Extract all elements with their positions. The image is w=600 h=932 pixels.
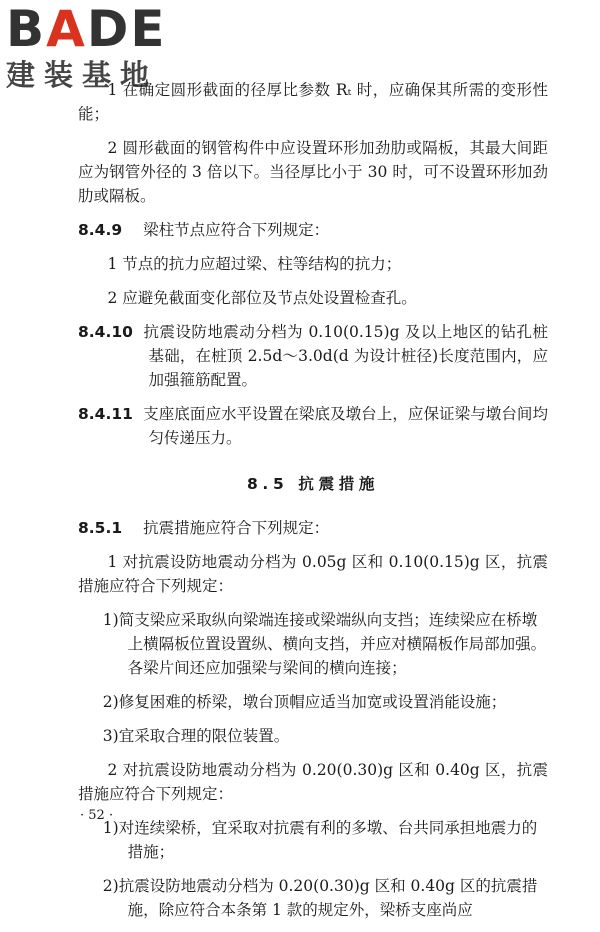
clause <box>78 516 548 540</box>
paragraph: 2 圆形截面的钢管构件中应设置环形加劲肋或隔板，其最大间距应为钢管外径的 3 倍以下。当径厚比小于 30 时，可不设置环形加劲肋或隔板。 <box>78 139 548 205</box>
logo-wordmark <box>6 0 176 58</box>
paragraph: 1 节点的抗力应超过梁、柱等结构的抗力； <box>107 255 402 273</box>
logo-letter-b: B <box>6 0 47 58</box>
clause <box>78 402 548 450</box>
sub-item: 2)修复困难的桥梁，墩台顶帽应适当加宽或设置消能设施； <box>102 693 507 711</box>
paragraph: 2 对抗震设防地震动分档为 0.20(0.30)g 区和 0.40g 区，抗震措施应符合下列规定： <box>78 761 548 803</box>
paragraph: 1 对抗震设防地震动分档为 0.05g 区和 0.10(0.15)g 区，抗震措施应符合下列规定： <box>78 553 548 595</box>
clause-text: 抗震措施应符合下列规定： <box>143 519 330 537</box>
logo-letters-de: DE <box>86 0 167 58</box>
sub-item: 2)抗震设防地震动分档为 0.20(0.30)g 区和 0.40g 区的抗震措施，除应符合本条第 1 款的规定外，梁桥支座尚应 <box>102 877 538 919</box>
sub-item: 1)简支梁应采取纵向梁端连接或梁端纵向支挡；连续梁应在桥墩上横隔板位置设置纵、横向支挡，并应对横隔板作局部加强。各梁片间还应加强梁与梁间的横向连接； <box>102 611 547 677</box>
clause-number: 8.5.1 <box>78 519 123 537</box>
paragraph: 2 应避免截面变化部位及节点处设置检查孔。 <box>107 289 417 307</box>
sub-item: 3)宜采取合理的限位装置。 <box>102 727 290 745</box>
clause-number: 8.4.11 <box>78 405 133 423</box>
document-body <box>78 78 548 932</box>
clause-number: 8.4.10 <box>78 323 133 341</box>
sub-item: 1)对连续梁桥，宜采取对抗震有利的多墩、台共同承担地震力的措施； <box>102 819 538 861</box>
clause-text: 抗震设防地震动分档为 0.10(0.15)g 及以上地区的钻孔桩基础，在桩顶 2.5d～3.0d(d 为设计桩径)长度范围内，应加强箍筋配置。 <box>143 323 548 389</box>
logo-letter-a: A <box>46 0 87 58</box>
clause-number: 8.4.9 <box>78 221 123 239</box>
logo-subtitle: 建装基地 <box>6 58 159 92</box>
clause-text: 支座底面应水平设置在梁底及墩台上，应保证梁与墩台间均匀传递压力。 <box>143 405 548 447</box>
clause <box>78 218 548 242</box>
paragraph: 1 在确定圆形截面的径厚比参数 Rₜ 时，应确保其所需的变形性能； <box>78 81 548 123</box>
clause-text: 梁柱节点应符合下列规定： <box>143 221 330 239</box>
page-number: · 52 · <box>80 808 114 823</box>
clause <box>78 320 548 392</box>
section-heading: 8.5 抗震措施 <box>246 475 380 493</box>
